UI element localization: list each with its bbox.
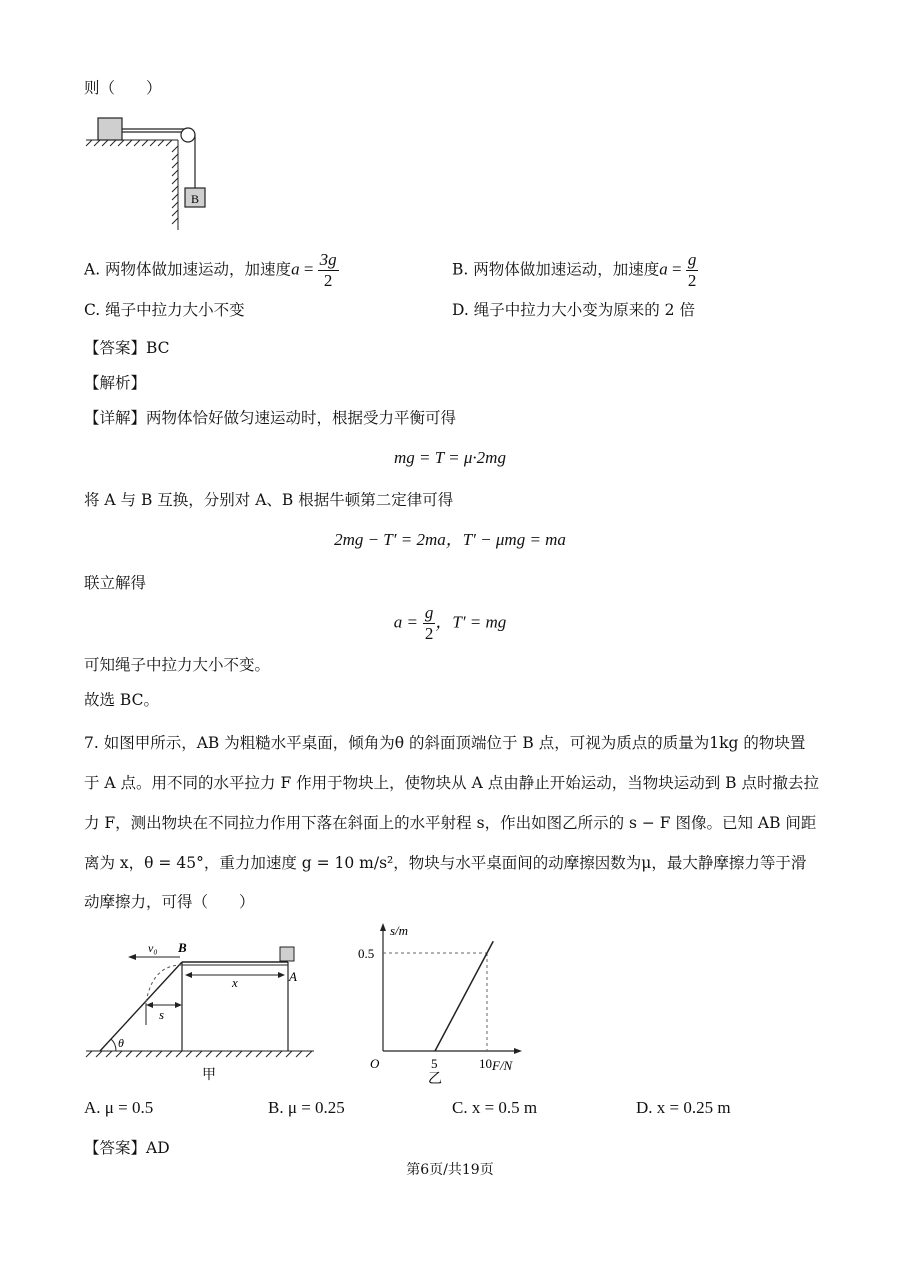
conclusion-text: 可知绳子中拉力大小不变。: [84, 656, 271, 674]
label-b: B: [178, 940, 187, 955]
block-a: [98, 118, 122, 140]
option-a-fraction: $\frac{3g}{2}$: [319, 250, 337, 290]
equation-1: mg = T = μ·2mg: [394, 448, 506, 467]
option-d: D. 绳子中拉力大小变为原来的 2 倍: [452, 301, 695, 319]
label-theta: θ: [118, 1036, 124, 1050]
option-b-fraction: $\frac{g}{2}$: [687, 250, 697, 290]
detail-text: 【详解】两物体恰好做匀速运动时，根据受力平衡可得: [84, 409, 457, 427]
x-axis-label: F/N: [492, 1058, 513, 1073]
solve-text: 联立解得: [84, 574, 147, 592]
x-tick-label-1: 5: [431, 1056, 438, 1071]
choose-text: 故选 BC。: [84, 691, 159, 709]
equation-2: 2mg − T′ = 2ma，T′ − μmg = ma: [334, 530, 566, 549]
equation-3: a = $\frac{g}{2}$ ，T′ = mg: [393, 603, 507, 643]
y-tick-label: 0.5: [358, 946, 375, 961]
series-line: [435, 941, 493, 1051]
label-s: s: [159, 1007, 165, 1022]
option-a: A. 两物体做加速运动，加速度a = $\frac{3g}{2}$: [84, 250, 337, 290]
equation-3-fraction: $\frac{g}{2}$: [424, 603, 434, 643]
label-v0: v₀: [148, 941, 158, 955]
q7-option-c: C. x = 0.5 m: [452, 1098, 538, 1117]
q7-option-a: A. μ = 0.5: [84, 1098, 154, 1117]
q7-line-5: 动摩擦力，可得（ ）: [84, 893, 255, 911]
analysis-label: 【解析】: [84, 374, 147, 392]
q7-option-b: B. μ = 0.25: [268, 1098, 345, 1117]
pulley-figure: [82, 112, 212, 234]
q7-line-2: 于 A 点。用不同的水平拉力 F 作用于物块上，使物块从 A 点由静止开始运动，当物块运动到 B 点时撤去拉: [84, 774, 819, 792]
question-stem-tail: 则（ ）: [84, 79, 162, 97]
figure-yi-chart: [350, 915, 530, 1085]
q7-line-3: 力 F，测出物块在不同拉力作用下落在斜面上的水平射程 s，作出如图乙所示的 s − F 图像。已知 AB 间距: [84, 814, 817, 832]
q7-option-d: D. x = 0.25 m: [636, 1098, 731, 1117]
caption-yi: 乙: [428, 1072, 442, 1085]
origin-label: O: [370, 1056, 380, 1071]
answer-q7: 【答案】AD: [84, 1139, 170, 1157]
block-at-a: [280, 947, 294, 961]
q7-line-4: 离为 x，θ = 45°，重力加速度 g = 10 m/s²，物块与水平桌面间的动摩擦因数为μ，最大静摩擦力等于滑: [84, 854, 807, 872]
swap-text: 将 A 与 B 互换，分别对 A、B 根据牛顿第二定律可得: [84, 491, 454, 509]
incline: [100, 962, 182, 1051]
answer-q6: 【答案】BC: [84, 339, 170, 357]
option-c: C. 绳子中拉力大小不变: [84, 301, 245, 319]
label-a: A: [289, 969, 297, 984]
figure-jia: [82, 935, 322, 1085]
page-footer: 第6页/共19页: [406, 1162, 494, 1178]
caption-jia: 甲: [202, 1068, 216, 1083]
option-b: B. 两物体做加速运动，加速度a = $\frac{g}{2}$: [452, 250, 697, 290]
y-axis-label: s/m: [390, 923, 409, 938]
label-x: x: [232, 975, 238, 990]
block-b-label: B: [191, 192, 200, 206]
x-tick-label-2: 10: [479, 1056, 492, 1071]
q7-line-1: 7. 如图甲所示，AB 为粗糙水平桌面，倾角为θ 的斜面顶端位于 B 点，可视为质点的质量为1kg 的物块置: [84, 734, 806, 752]
pulley: [181, 128, 195, 142]
